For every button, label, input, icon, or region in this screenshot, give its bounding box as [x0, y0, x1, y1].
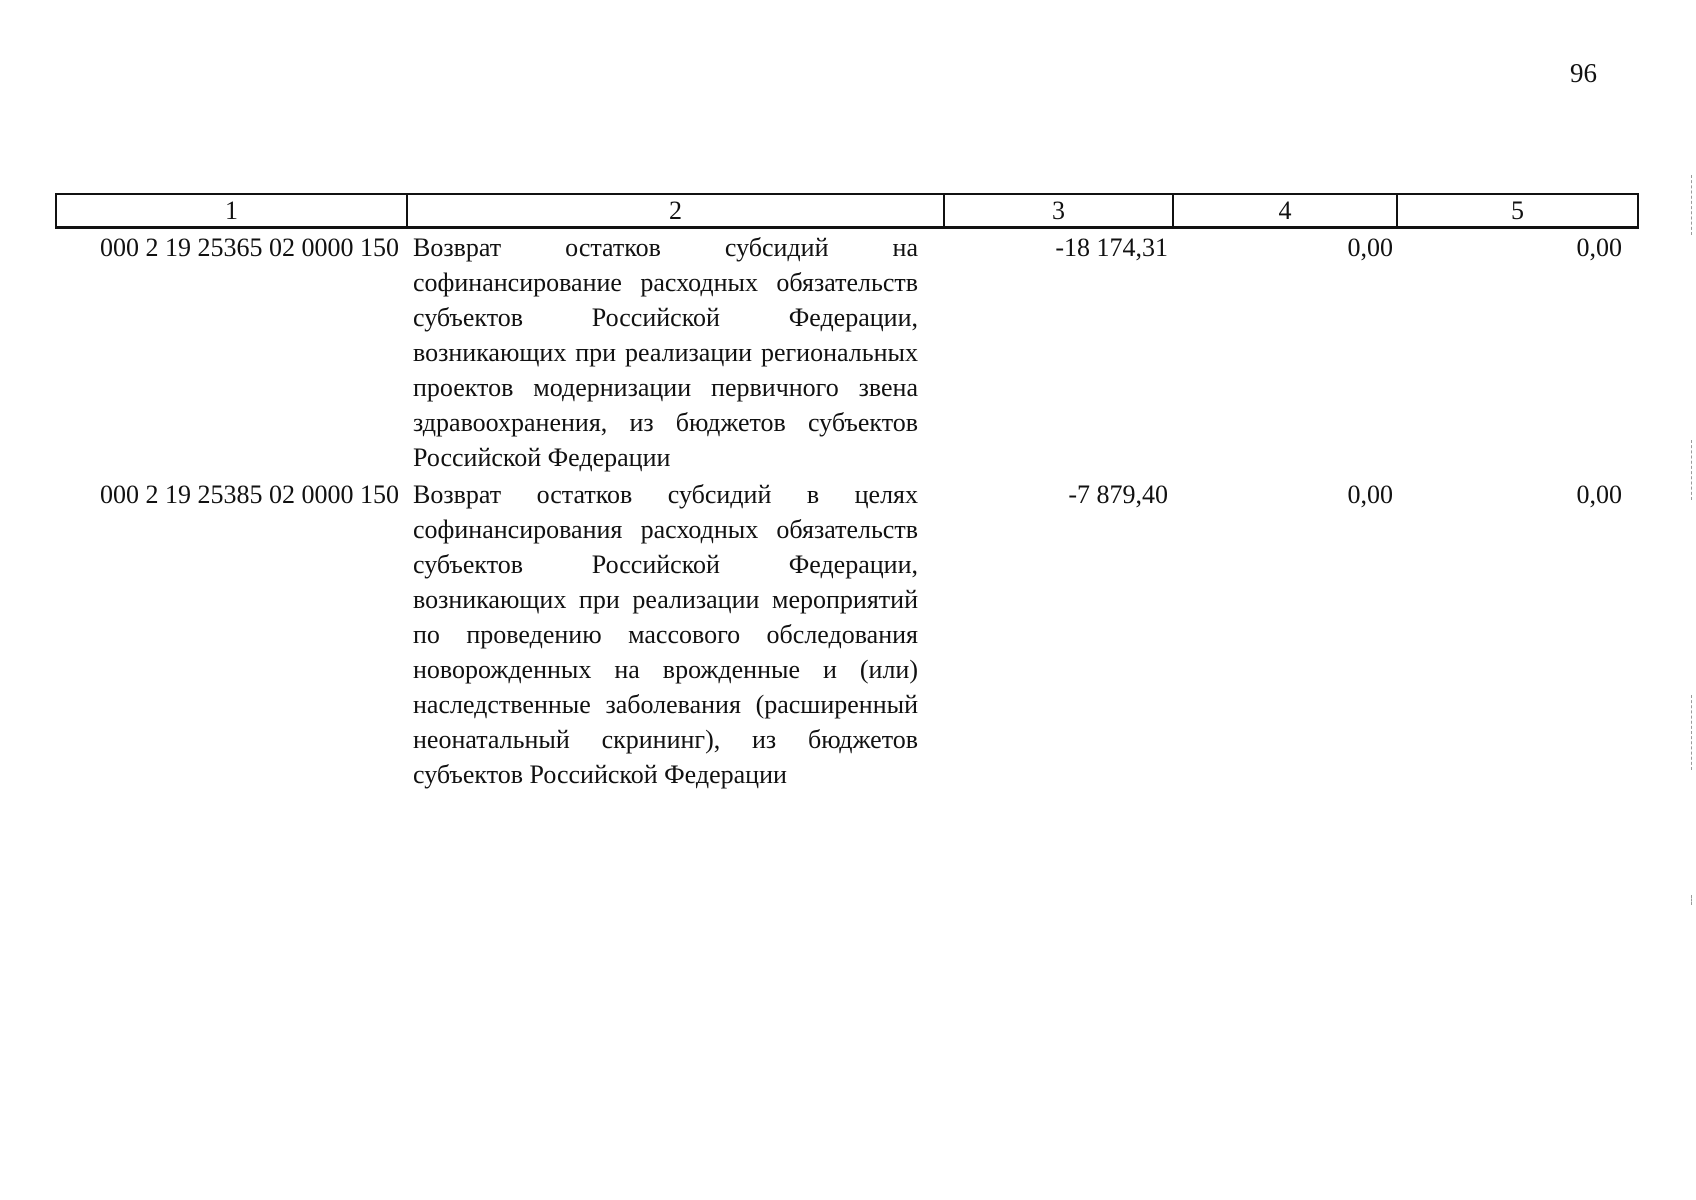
column-header-1: 1: [56, 194, 407, 228]
column-header-5: 5: [1397, 194, 1638, 228]
budget-code-cell: 000 2 19 25365 02 0000 150: [100, 233, 399, 262]
column-header-2: 2: [407, 194, 944, 228]
column-header-4: 4: [1173, 194, 1397, 228]
description-cell: Возврат остатков субсидий на софинансирование расходных обязательств субъектов Российской Федерации, возникающих при реализации региональных проектов модернизации первичного звена здравоохранения, из бюджетов субъектов Российской Федерации: [413, 233, 918, 472]
value-cell-col4: 0,00: [1347, 233, 1393, 262]
table-row: [56, 228, 1638, 477]
description-cell: Возврат остатков субсидий в целях софинансирования расходных обязательств субъектов Российской Федерации, возникающих при реализации мероприятий по проведению массового обследования новорожденных на врожденные и (или) наследственные заболевания (расширенный неонатальный скрининг), из бюджетов субъектов Российской Федерации: [413, 480, 918, 789]
budget-table: [55, 193, 1639, 793]
scan-edge-mark: [1691, 440, 1694, 500]
scan-edge-mark: [1691, 695, 1694, 770]
scan-edge-mark: [1691, 175, 1694, 235]
value-cell-col4: 0,00: [1347, 480, 1393, 509]
value-cell-col3: -18 174,31: [1055, 233, 1168, 262]
column-header-3: 3: [944, 194, 1173, 228]
page-number: 96: [1570, 58, 1597, 88]
scan-edge-mark: [1691, 895, 1694, 905]
table-header-row: [56, 194, 1638, 228]
value-cell-col5: 0,00: [1576, 480, 1622, 509]
budget-code-cell: 000 2 19 25385 02 0000 150: [100, 480, 399, 509]
table-row: [56, 476, 1638, 793]
value-cell-col3: -7 879,40: [1068, 480, 1168, 509]
value-cell-col5: 0,00: [1576, 233, 1622, 262]
